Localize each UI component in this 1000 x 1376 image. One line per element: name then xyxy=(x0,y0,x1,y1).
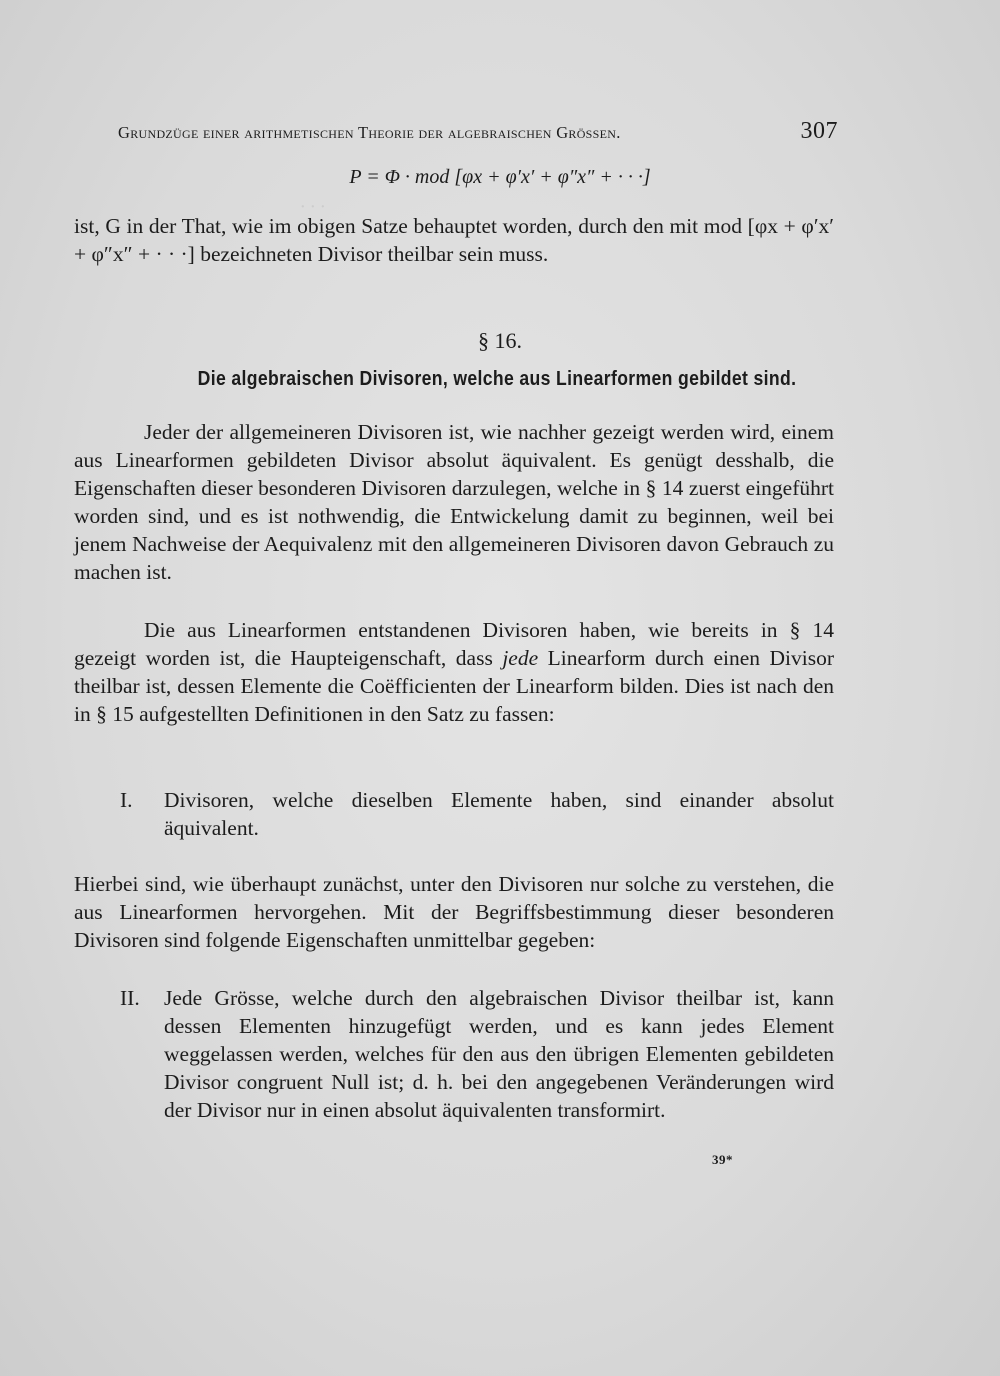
emphasis: jede xyxy=(502,646,539,670)
paragraph-text: Jeder der allgemeineren Divisoren ist, wie nachher gezeigt werden wird, einem aus Linearformen gebildeten Divisor absolut äquivalent. Es genügt desshalb, die Eigenschaften dieser besonderen Divisoren darzulegen, welche in § 14 zuerst eingeführt worden sind, und es ist nothwendig, die Entwickelung damit zu beginnen, weil bei jenem Nachweise der Aequivalenz mit den allgemeineren Divisoren davon Gebrauch zu machen ist. xyxy=(74,420,834,584)
theorem-item-2 xyxy=(120,984,834,1124)
page-header xyxy=(118,118,838,145)
theorem-item-1 xyxy=(120,786,834,842)
item-text: Divisoren, welche dieselben Elemente haben, sind einander absolut äquivalent. xyxy=(164,788,834,840)
paragraph-text xyxy=(74,616,834,728)
paragraph-remark xyxy=(74,870,834,954)
item-number: I. xyxy=(120,788,133,812)
printer-signature: 39* xyxy=(712,1152,733,1167)
section-number: § 16. xyxy=(478,328,522,353)
paragraph-intro xyxy=(74,418,834,586)
running-title: Grundzüge einer arithmetischen Theorie der algebraischen Grössen. xyxy=(118,123,621,142)
paragraph-main-property xyxy=(74,616,834,728)
display-formula: P = Φ · mod [φx + φ′x′ + φ″x″ + · · ·] xyxy=(349,166,651,188)
section-title: Die algebraischen Divisoren, welche aus Linearformen gebildet sind. xyxy=(197,368,797,390)
item-text: Jede Grösse, welche durch den algebraischen Divisor theilbar ist, kann dessen Elementen hinzugefügt werden, und es kann jedes Element weggelassen werden, welches für den aus den übrigen Elementen gebildeten Divisor congruent Null ist; d. h. bei den angegebenen Veränderungen wird der Divisor nur in einen absolut äquivalenten transformirt. xyxy=(164,986,834,1122)
paragraph-continuation xyxy=(74,212,834,268)
text-run: Linearform durch einen Divisor theilbar ist, dessen Elemente die Coëfficienten der Linearform bilden. Dies ist nach den in § 15 aufgestellten Definitionen in den Satz zu fassen: xyxy=(74,646,834,726)
item-number: II. xyxy=(120,986,140,1010)
page-number: 307 xyxy=(800,118,838,144)
paragraph-text: Hierbei sind, wie überhaupt zunächst, unter den Divisoren nur solche zu verstehen, die aus Linearformen hervorgehen. Mit der Begriffsbestimmung dieser besonderen Divisoren sind folgende Eigenschaften unmittelbar gegeben: xyxy=(74,872,834,952)
paragraph-text: ist, G in der That, wie im obigen Satze behauptet worden, durch den mit mod [φx + φ′x′ + φ″x″ + · · ·] bezeichneten Divisor theilbar sein muss. xyxy=(74,214,834,266)
bleed-through-text: · · · xyxy=(300,196,325,218)
text-run: Die aus Linearformen entstandenen Divisoren haben, wie bereits in § 14 gezeigt worden ist, die Haupteigenschaft, dass xyxy=(74,618,834,670)
